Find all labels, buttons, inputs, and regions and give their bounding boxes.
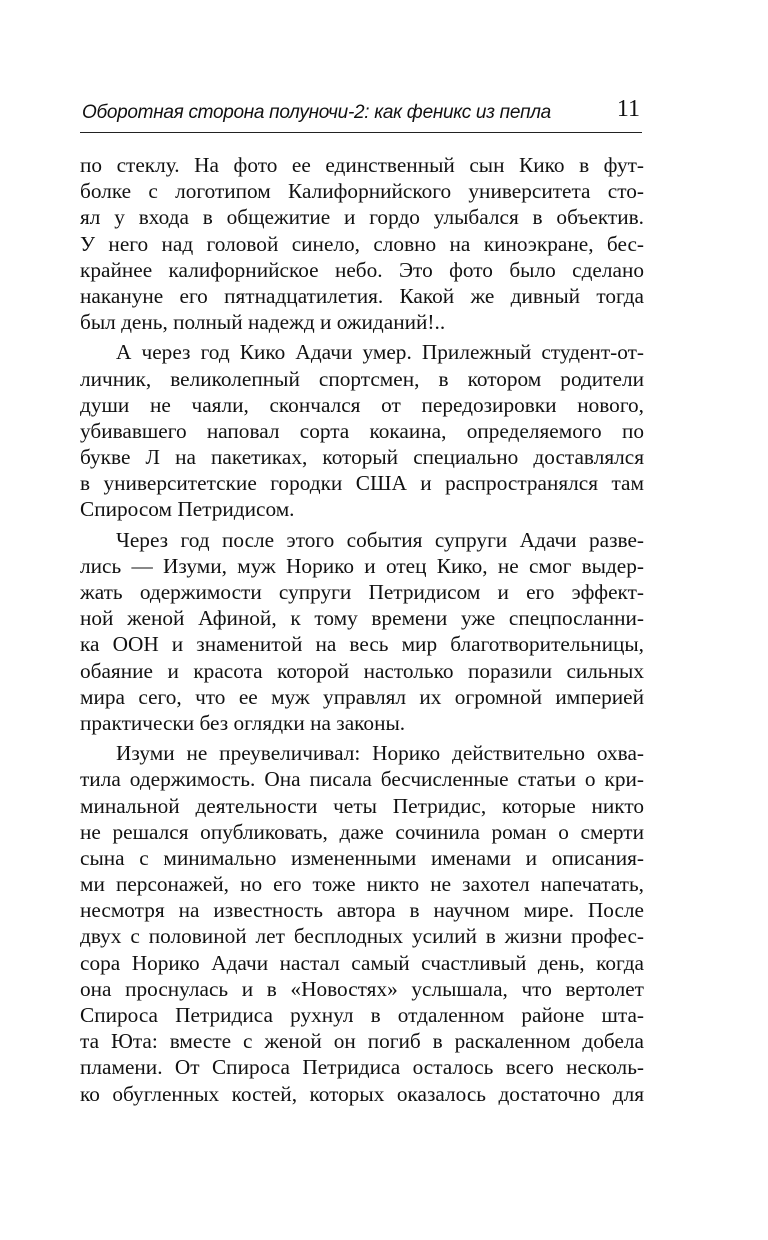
text-line: Спиросом Петридисом. xyxy=(80,497,295,522)
text-line: в университетские городки США и распространялся там xyxy=(80,471,644,496)
text-line: ко обугленных костей, которых оказалось достаточно для xyxy=(80,1081,644,1106)
text-line: накануне его пятнадцатилетия. Какой же дивный тогда xyxy=(80,283,644,308)
text-line: обаяние и красота которой настолько поразили сильных xyxy=(80,658,644,683)
text-line: сына с минимально измененными именами и описания- xyxy=(80,845,644,870)
text-line: Через год после этого события супруги Адачи разве- xyxy=(116,527,644,552)
text-line: тила одержимость. Она писала бесчисленные статьи о кри- xyxy=(80,767,644,792)
running-header xyxy=(80,96,642,133)
text-line: не решался опубликовать, даже сочинила роман о смерти xyxy=(80,819,644,844)
text-line: лись — Изуми, муж Норико и отец Кико, не смог выдер- xyxy=(80,553,644,578)
body-text xyxy=(80,152,644,1111)
text-line: практически без оглядки на законы. xyxy=(80,710,406,735)
text-line: она проснулась и в «Новостях» услышала, что вертолет xyxy=(80,976,644,1001)
text-line: букве Л на пакетиках, который специально доставлялся xyxy=(80,445,644,470)
paragraph xyxy=(80,339,644,522)
text-line: двух с половиной лет бесплодных усилий в жизни профес- xyxy=(80,924,644,949)
running-title: Оборотная сторона полуночи-2: как феникс из пепла xyxy=(82,102,551,123)
text-line: по стеклу. На фото ее единственный сын Кико в фут- xyxy=(80,153,644,177)
text-line: Спироса Петридиса рухнул в отдаленном районе шта- xyxy=(80,1003,644,1027)
paragraph xyxy=(80,152,644,335)
text-line: пламени. От Спироса Петридиса осталось всего несколь- xyxy=(80,1055,644,1080)
text-line: ка ООН и знаменитой на весь мир благотворительницы, xyxy=(80,632,644,657)
text-line: сора Норико Адачи настал самый счастливый день, когда xyxy=(80,950,644,975)
text-line: ми персонажей, но его тоже никто не захотел напечатать, xyxy=(80,872,644,897)
text-line: мира сего, что ее муж управлял их огромной империей xyxy=(80,684,644,709)
text-line: У него над головой синело, словно на киноэкране, бес- xyxy=(80,231,644,256)
text-line: болке с логотипом Калифорнийского университета сто- xyxy=(80,179,644,204)
text-line: несмотря на известность автора в научном мире. После xyxy=(80,898,644,923)
text-line: убивавшего наповал сорта кокаина, определяемого по xyxy=(80,418,644,443)
text-line: та Юта: вместе с женой он погиб в раскаленном добела xyxy=(80,1029,644,1054)
text-line: ял у входа в общежитие и гордо улыбался в объектив. xyxy=(80,205,644,230)
text-line: ной женой Афиной, к тому времени уже спецпосланни- xyxy=(80,606,644,631)
text-line: А через год Кико Адачи умер. Прилежный студент-от- xyxy=(116,340,644,365)
text-line: личник, великолепный спортсмен, в котором родители xyxy=(80,366,644,391)
text-line: минальной деятельности четы Петридис, которые никто xyxy=(80,793,644,818)
text-line: Изуми не преувеличивал: Норико действительно охва- xyxy=(116,741,644,766)
page-number: 11 xyxy=(616,96,640,122)
paragraph xyxy=(80,740,644,1107)
text-line: был день, полный надежд и ожиданий!.. xyxy=(80,310,446,335)
text-line: жать одержимости супруги Петридисом и его эффект- xyxy=(80,580,644,604)
text-line: души не чаяли, скончался от передозировки нового, xyxy=(80,392,644,417)
paragraph xyxy=(80,527,644,737)
text-line: крайнее калифорнийское небо. Это фото было сделано xyxy=(80,257,644,282)
